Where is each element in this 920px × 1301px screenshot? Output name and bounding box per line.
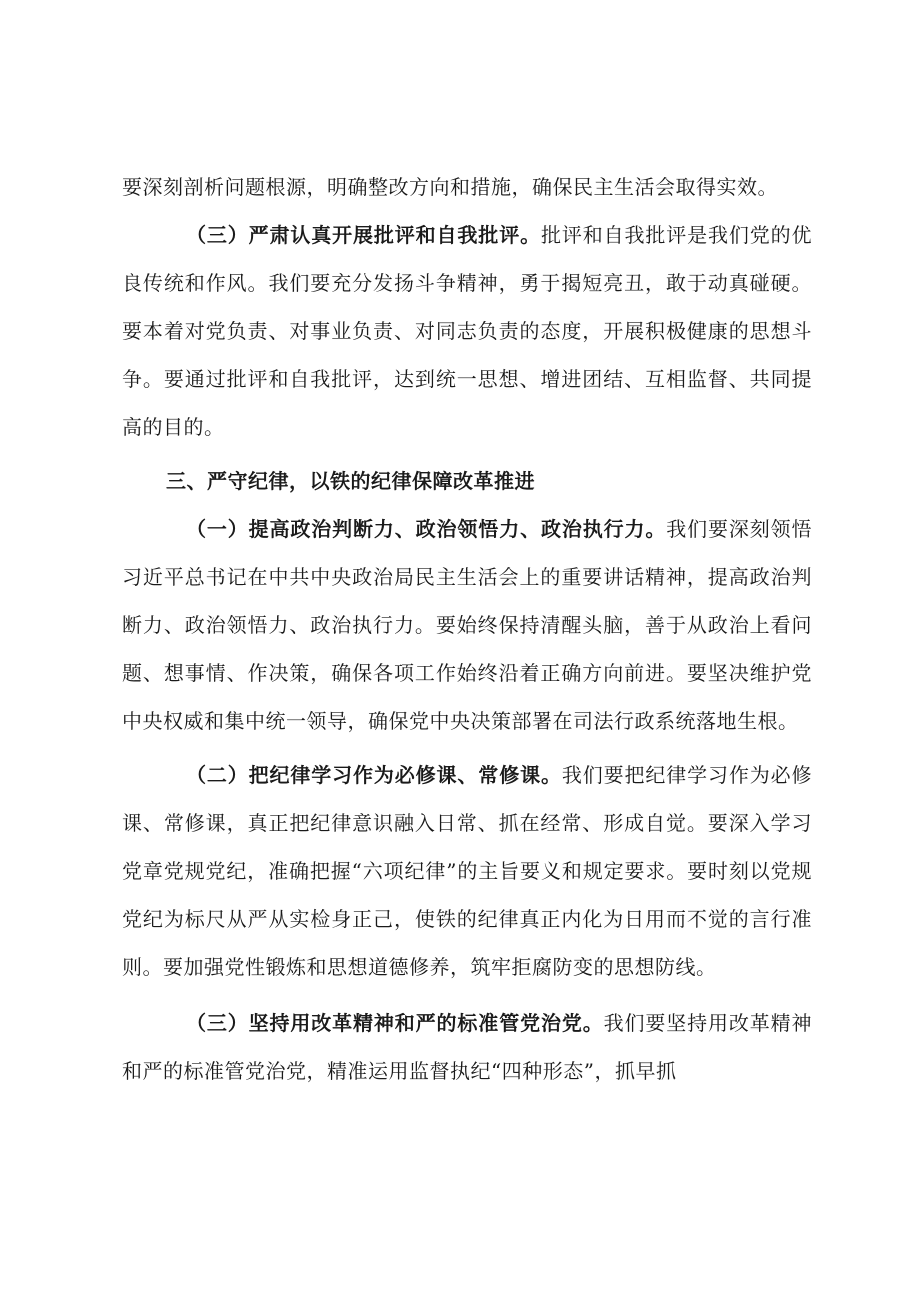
- paragraph-continuation: [122, 163, 812, 211]
- spacer: [122, 991, 812, 999]
- paragraph-lead: （二）把纪律学习作为必修课、常修课。: [186, 763, 562, 787]
- paragraph-criticism: [122, 211, 812, 451]
- document-body: [122, 163, 812, 1095]
- paragraph-text: 我们要深刻领悟习近平总书记在中共中央政治局民主生活会上的重要讲话精神，提高政治判断力、政治领悟力、政治执行力。要始终保持清醒头脑，善于从政治上看问题、想事情、作决策，确保各项工作始终沿着正确方向前进。要坚决维护党中央权威和集中统一领导，确保党中央决策部署在司法行政系统落地生根。: [122, 517, 813, 733]
- section-heading: 三、严守纪律，以铁的纪律保障改革推进: [166, 469, 535, 493]
- paragraph-lead: （三）坚持用改革精神和严的标准管党治党。: [186, 1011, 604, 1035]
- paragraph-discipline-study: [122, 751, 812, 991]
- paragraph-text: 我们要坚持用改革精神和严的标准管党治党，精准运用监督执纪“四种形态”，抓早抓: [122, 1011, 813, 1083]
- paragraph-text: 批评和自我批评是我们党的优良传统和作风。我们要充分发扬斗争精神，勇于揭短亮丑，敢于动真碰硬。要本着对党负责、对事业负责、对同志负责的态度，开展积极健康的思想斗争。要通过批评和自我批评，达到统一思想、增进团结、互相监督、共同提高的目的。: [122, 223, 813, 439]
- paragraph-text: 我们要把纪律学习作为必修课、常修课，真正把纪律意识融入日常、抓在经常、形成自觉。要深入学习党章党规党纪，准确把握“六项纪律”的主旨要义和规定要求。要时刻以党规党纪为标尺从严从实检身正己，使铁的纪律真正内化为日用而不觉的言行准则。要加强党性锻炼和思想道德修养，筑牢拒腐防变的思想防线。: [122, 763, 813, 979]
- paragraph-lead: （一）提高政治判断力、政治领悟力、政治执行力。: [186, 517, 667, 541]
- paragraph-lead: （三）严肃认真开展批评和自我批评。: [186, 223, 541, 247]
- paragraph-text: 要深刻剖析问题根源，明确整改方向和措施，确保民主生活会取得实效。: [122, 175, 778, 199]
- paragraph-reform-spirit: [122, 999, 812, 1095]
- paragraph-political-ability: [122, 505, 812, 745]
